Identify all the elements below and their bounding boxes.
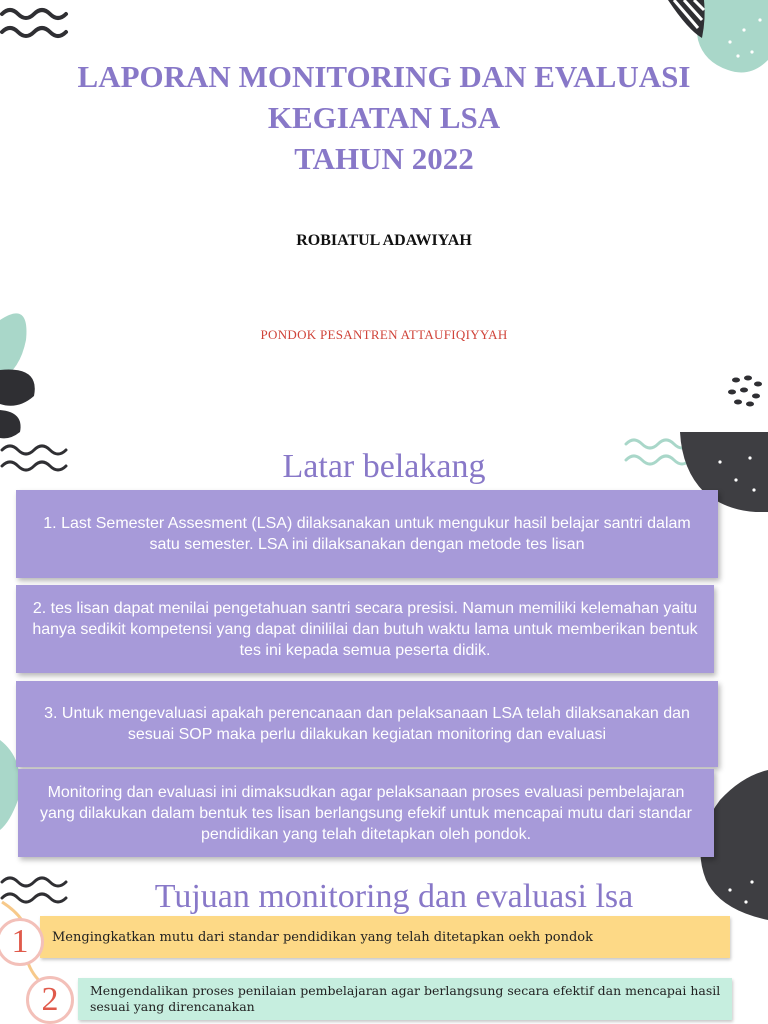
background-item-2: 2. tes lisan dapat menilai pengetahuan santri secara presisi. Namun memiliki kelemahan yaitu hanya sedikit kompetensi yang dapat dinililai dan butuh waktu lama untuk memberikan bentuk tes ini kepada semua peserta didik. [16, 585, 714, 673]
goal-item-2 [78, 978, 732, 1020]
goal-item-1 [40, 916, 730, 958]
goals-heading: Tujuan monitoring dan evaluasi lsa [154, 878, 634, 915]
goal-number-2: 2 [26, 976, 74, 1024]
goal-item-2-text: Mengendalikan proses penilaian pembelajaran agar berlangsung secara efektif dan mencapai hasil sesuai yang direncanakan [90, 983, 721, 1014]
background-item-1: 1. Last Semester Assesment (LSA) dilaksanakan untuk mengukur hasil belajar santri dalam satu semester. LSA ini dilaksanakan dengan metode tes lisan [16, 490, 718, 578]
title-line-1: LAPORAN MONITORING DAN EVALUASI [77, 59, 691, 94]
wave-lines-top-left-decoration [0, 0, 80, 50]
background-item-4: Monitoring dan evaluasi ini dimaksudkan agar pelaksanaan proses evaluasi pembelajaran yang dilakukan dalam bentuk tes lisan berlangsung efekif untuk mencapai mutu dari standar pendidikan yang telah ditetapkan oleh pondok. [18, 769, 714, 857]
author-name: ROBIATUL ADAWIYAH [296, 232, 472, 249]
goal-item-1-text: Mengingkatkan mutu dari standar pendidikan yang telah ditetapkan oekh pondok [52, 929, 593, 945]
background-heading: Latar belakang [282, 448, 486, 485]
background-item-3: 3. Untuk mengevaluasi apakah perencanaan dan pelaksanaan LSA telah dilaksanakan dan sesuai SOP maka perlu dilakukan kegiatan monitoring dan evaluasi [16, 681, 718, 767]
title-line-2: KEGIATAN LSA [267, 100, 501, 135]
dots-cluster-right-decoration [726, 372, 766, 412]
report-title [0, 56, 768, 179]
leaf-left-decoration [0, 300, 50, 440]
institution-name: PONDOK PESANTREN ATTAUFIQIYYAH [260, 327, 508, 342]
title-line-3: TAHUN 2022 [294, 141, 474, 176]
goal-number-1: 1 [0, 918, 44, 966]
